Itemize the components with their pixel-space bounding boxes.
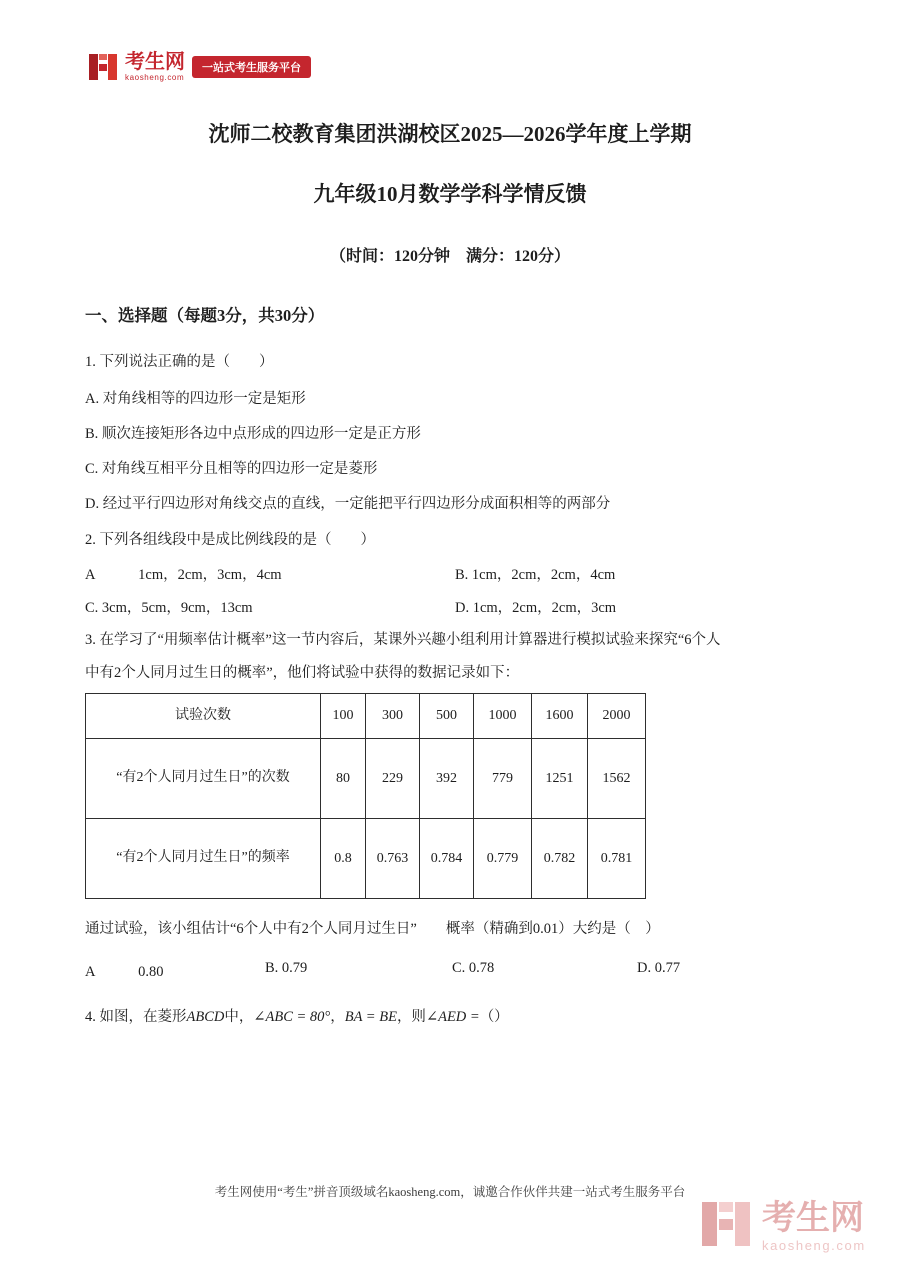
question-4-stem <box>85 1005 509 1026</box>
question-4-text: ，则 <box>396 1009 426 1025</box>
question-3-option-a: A 0.80 <box>85 964 164 980</box>
page-footer: 考生网使用“考生”拼音顶级域名kaosheng.com，诚邀合作伙伴共建一站式考生服务平台 <box>214 1185 686 1199</box>
question-2-stem: 2. 下列各组线段中是成比例线段的是（ ） <box>85 532 375 548</box>
table-row <box>86 739 646 819</box>
question-3-conclusion: 通过试验，该小组估计“6个人中有2个人同月过生日” 概率（精确到0.01）大约是（ ） <box>85 921 660 937</box>
question-1-option-c: C. 对角线互相平分且相等的四边形一定是菱形 <box>85 461 378 477</box>
question-2-option-a: A 1cm，2cm，3cm，4cm <box>85 567 282 583</box>
question-3-option-b: B. 0.79 <box>265 960 308 976</box>
table-cell: 0.763 <box>366 819 420 899</box>
question-3-stem-line1: 3. 在学习了“用频率估计概率”这一节内容后，某课外兴趣小组利用计算器进行模拟试验来探究“6个人 <box>85 632 721 648</box>
table-row-label: “有2个人同月过生日”的频率 <box>86 819 321 899</box>
table-row-label: “有2个人同月过生日”的次数 <box>86 739 321 819</box>
question-1-stem: 1. 下列说法正确的是（ ） <box>85 354 274 370</box>
table-cell: 0.779 <box>474 819 532 899</box>
table-cell: 0.781 <box>588 819 646 899</box>
exam-title-line2: 九年级10月数学学科学情反馈 <box>313 182 587 206</box>
question-4-text: （） <box>479 1009 509 1025</box>
brand-text <box>125 52 185 82</box>
question-3-data-table <box>85 693 646 899</box>
watermark-text <box>762 1201 866 1252</box>
table-cell: 0.784 <box>420 819 474 899</box>
question-1-option-a: A. 对角线相等的四边形一定是矩形 <box>85 391 306 407</box>
table-cell: 392 <box>420 739 474 819</box>
question-3-option-d: D. 0.77 <box>637 960 681 976</box>
math-expression: BA = BE <box>344 1009 397 1025</box>
site-logo <box>88 52 311 82</box>
table-cell: 80 <box>321 739 366 819</box>
watermark-brand-domain: kaosheng.com <box>762 1238 866 1253</box>
question-2-option-b: B. 1cm，2cm，2cm，4cm <box>455 567 616 583</box>
exam-time-score-meta: （时间：120分钟 满分：120分） <box>329 248 570 265</box>
table-cell: 1600 <box>532 694 588 739</box>
question-4-text: 4. 如图，在菱形 <box>85 1009 187 1025</box>
table-cell: 1251 <box>532 739 588 819</box>
brand-name: 考生网 <box>125 51 185 73</box>
brand-domain: kaosheng.com <box>125 73 185 82</box>
table-cell: 1562 <box>588 739 646 819</box>
table-row-label: 试验次数 <box>86 694 321 739</box>
table-row <box>86 694 646 739</box>
table-cell: 500 <box>420 694 474 739</box>
math-expression: ABCD <box>186 1009 225 1025</box>
table-cell: 100 <box>321 694 366 739</box>
question-3-stem-line2: 中有2个人同月过生日的概率”，他们将试验中获得的数据记录如下： <box>85 665 520 681</box>
question-3-option-c: C. 0.78 <box>452 960 495 976</box>
question-1-option-b: B. 顺次连接矩形各边中点形成的四边形一定是正方形 <box>85 426 421 442</box>
table-cell: 229 <box>366 739 420 819</box>
kaosheng-watermark-icon <box>700 1198 752 1255</box>
question-2-option-d: D. 1cm，2cm，2cm，3cm <box>455 600 617 616</box>
question-4-text: 中， <box>224 1009 254 1025</box>
exam-title-line1: 沈师二校教育集团洪湖校区2025—2026学年度上学期 <box>208 122 692 146</box>
table-cell: 300 <box>366 694 420 739</box>
watermark-brand-name: 考生网 <box>762 1199 864 1237</box>
table-cell: 0.782 <box>532 819 588 899</box>
question-1-option-d: D. 经过平行四边形对角线交点的直线，一定能把平行四边形分成面积相等的两部分 <box>85 496 611 512</box>
brand-tagline: 一站式考生服务平台 <box>192 56 311 78</box>
kaosheng-logo-icon <box>88 52 118 82</box>
question-2-option-c: C. 3cm，5cm，9cm，13cm <box>85 600 253 616</box>
table-cell: 1000 <box>474 694 532 739</box>
table-cell: 0.8 <box>321 819 366 899</box>
table-cell: 779 <box>474 739 532 819</box>
section-heading: 一、选择题（每题3分，共30分） <box>85 306 325 325</box>
math-expression: ∠ABC = 80° <box>253 1009 331 1025</box>
question-4-text: ， <box>330 1009 345 1025</box>
math-expression: ∠AED = <box>425 1009 480 1025</box>
watermark-logo <box>700 1198 866 1255</box>
table-row <box>86 819 646 899</box>
table-cell: 2000 <box>588 694 646 739</box>
